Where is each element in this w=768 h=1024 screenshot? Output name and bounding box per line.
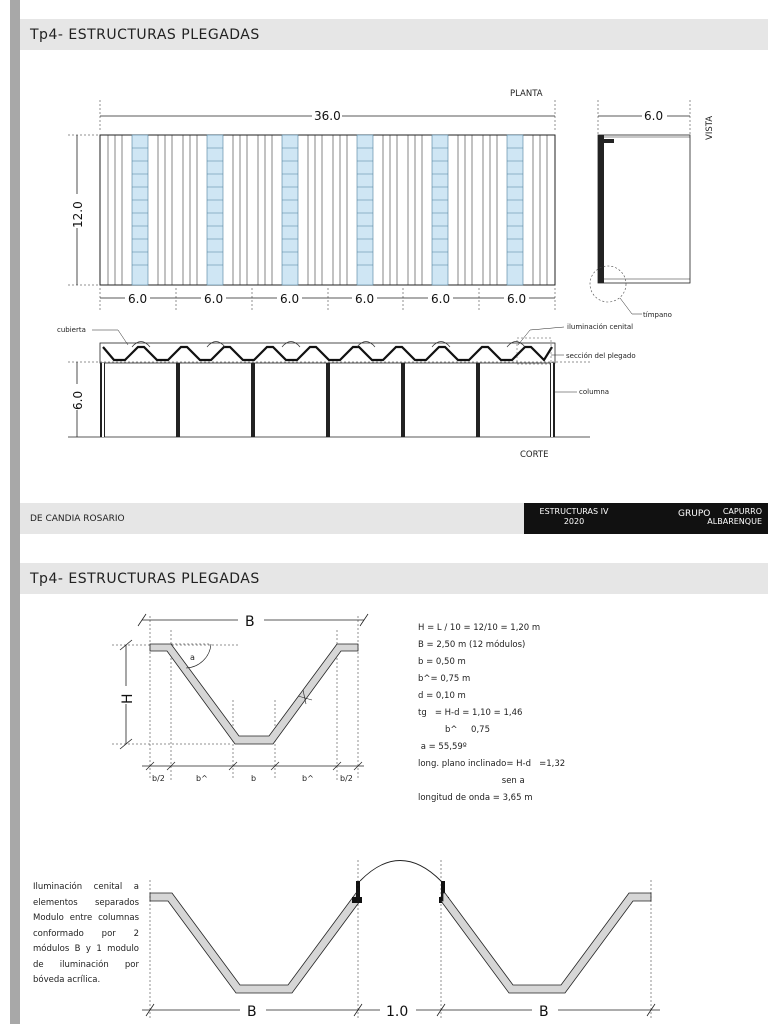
sheet1-drawing	[0, 0, 768, 500]
calc-line: B = 2,50 m (12 módulos)	[418, 640, 526, 650]
dim-module-2: 6.0	[204, 292, 224, 306]
dim-bottom-gap: 1.0	[386, 1004, 409, 1020]
lighting-note: Iluminación cenital a elementos separados Modulo entre columnas conformado por 2 módulos B y 1 modulo de iluminación por bóveda acrílica.	[33, 882, 139, 985]
group-name-1: CAPURRO	[722, 507, 762, 516]
calc-line: long. plano inclinado= H-d =1,32	[418, 759, 566, 769]
course-name: ESTRUCTURAS IV	[539, 507, 609, 516]
sub-bhat-right: b^	[302, 774, 314, 783]
fold-cross-section	[112, 612, 368, 783]
calc-line: tg = H-d = 1,10 = 1,46	[418, 708, 523, 718]
calc-line: a = 55,59º	[418, 742, 467, 752]
sub-bhat-left: b^	[196, 774, 208, 783]
plan-label: PLANTA	[510, 89, 543, 99]
view-label: VISTA	[705, 115, 715, 140]
label-iluminacion	[567, 323, 633, 331]
calc-line: b = 0,50 m	[418, 657, 466, 667]
course-year: 2020	[563, 517, 585, 526]
sub-b2-right: b/2	[340, 774, 353, 783]
dim-height: 6.0	[71, 390, 85, 410]
group-name-2: ALBARENQUE	[707, 517, 762, 526]
dim-H: H	[120, 693, 136, 704]
label-columna: columna	[579, 388, 610, 396]
angle-label: a	[190, 653, 195, 662]
group-names	[707, 507, 762, 527]
dim-module-6: 6.0	[507, 292, 527, 306]
calc-line: b^ 0,75	[418, 725, 490, 735]
dim-width: 12.0	[71, 201, 85, 228]
calc-line: d = 0,10 m	[418, 691, 466, 701]
dim-module-4: 6.0	[355, 292, 375, 306]
section-view	[57, 323, 636, 460]
side-view	[590, 100, 715, 319]
group-label: GRUPO	[678, 509, 711, 519]
dim-module-5: 6.0	[431, 292, 451, 306]
section-label: CORTE	[520, 450, 549, 460]
sub-b2-left: b/2	[152, 774, 165, 783]
calc-line: H = L / 10 = 12/10 = 1,20 m	[418, 623, 541, 633]
label-timpano: tímpano	[643, 311, 672, 319]
calculation-block	[418, 620, 565, 807]
dim-module-3: 6.0	[280, 292, 300, 306]
calc-line: longitud de onda = 3,65 m	[418, 793, 533, 803]
label-cubierta: cubierta	[57, 326, 86, 334]
dim-total-length: 36.0	[314, 109, 341, 123]
dim-B: B	[245, 614, 255, 630]
calc-line: sen a	[418, 776, 525, 786]
plan-view	[68, 89, 555, 312]
student-name: DE CANDIA ROSARIO	[30, 514, 125, 524]
label-seccion: sección del plegado	[566, 352, 636, 360]
sub-b: b	[251, 774, 257, 783]
calc-line: b^= 0,75 m	[418, 674, 471, 684]
course-info	[538, 507, 610, 527]
dim-view-width: 6.0	[644, 109, 664, 123]
label-iluminacion-text: iluminación cenital	[567, 323, 634, 331]
sheet1-title: Tp4- ESTRUCTURAS PLEGADAS	[30, 27, 260, 43]
sheet2-title: Tp4- ESTRUCTURAS PLEGADAS	[30, 571, 260, 587]
footer-info-block	[524, 503, 768, 534]
dim-bottom-B2: B	[539, 1004, 549, 1020]
dim-bottom-B1: B	[247, 1004, 257, 1020]
module-with-vault	[142, 860, 660, 1020]
dim-module-1: 6.0	[128, 292, 148, 306]
